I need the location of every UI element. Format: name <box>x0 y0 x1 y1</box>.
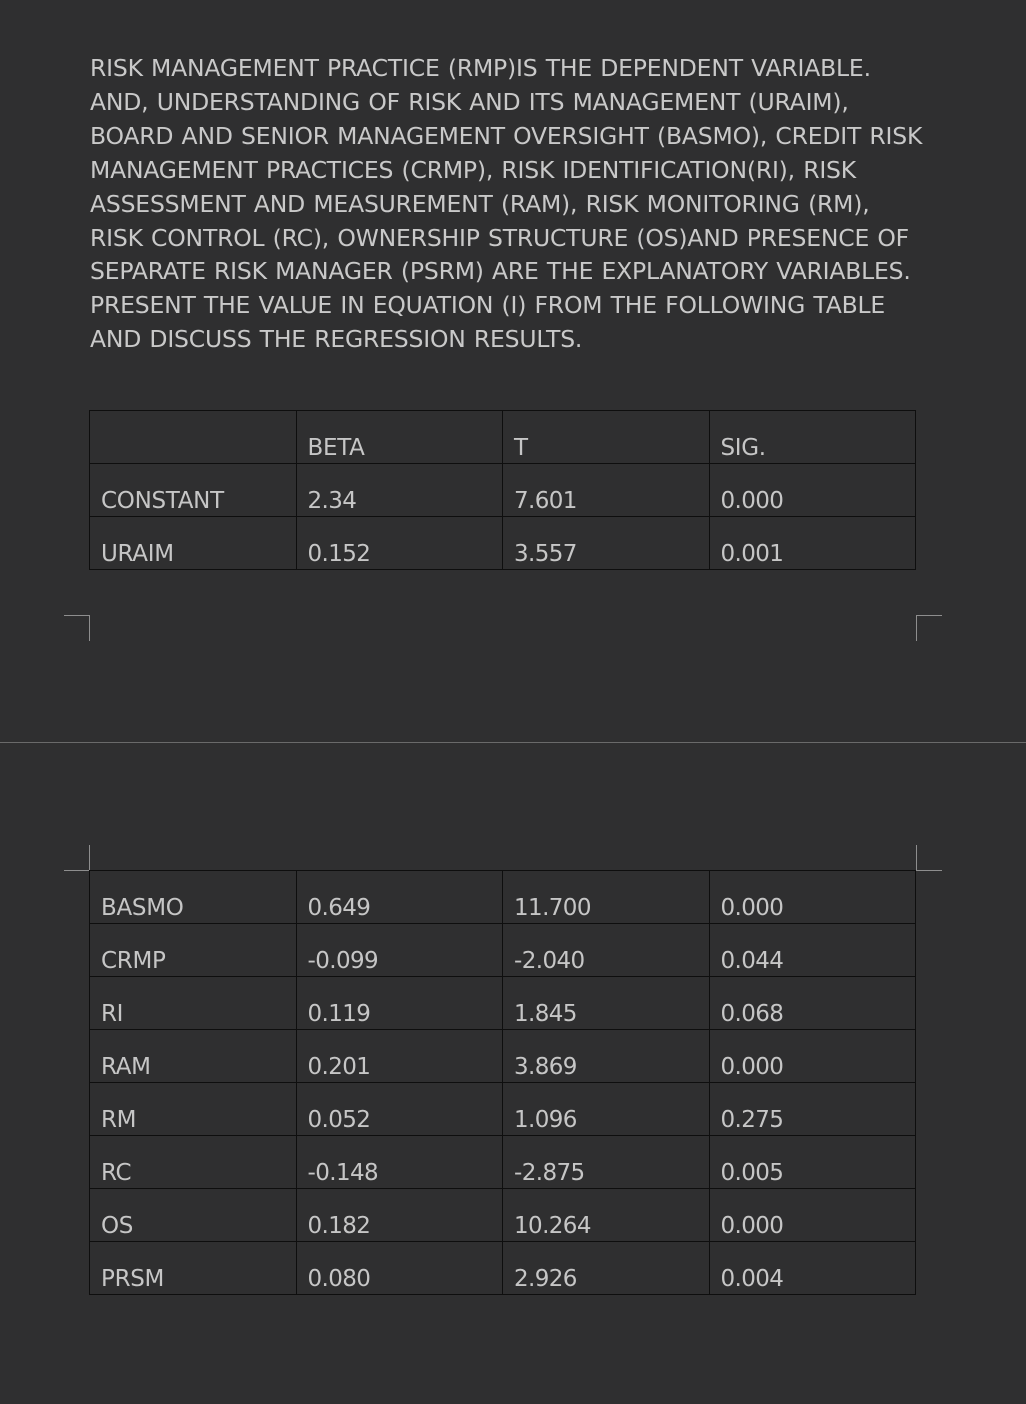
regression-table-part-1 <box>89 410 916 570</box>
t-cell: 7.601 <box>503 464 710 517</box>
t-cell: 3.557 <box>503 517 710 570</box>
table-row <box>90 464 916 517</box>
beta-cell: 0.182 <box>296 1189 503 1242</box>
variable-cell: URAIM <box>90 517 297 570</box>
beta-cell: 0.119 <box>296 977 503 1030</box>
sig-cell: 0.068 <box>709 977 916 1030</box>
table-row <box>90 871 916 924</box>
t-cell: 1.096 <box>503 1083 710 1136</box>
sig-cell: 0.000 <box>709 871 916 924</box>
header-cell-variable <box>90 411 297 464</box>
table-row <box>90 1136 916 1189</box>
sig-cell: 0.005 <box>709 1136 916 1189</box>
table-row <box>90 924 916 977</box>
beta-cell: -0.148 <box>296 1136 503 1189</box>
variable-cell: RM <box>90 1083 297 1136</box>
variable-cell: RAM <box>90 1030 297 1083</box>
table-row <box>90 1242 916 1295</box>
sig-cell: 0.000 <box>709 1189 916 1242</box>
beta-cell: -0.099 <box>296 924 503 977</box>
beta-cell: 0.152 <box>296 517 503 570</box>
t-cell: -2.040 <box>503 924 710 977</box>
beta-cell: 2.34 <box>296 464 503 517</box>
crop-mark-bottom-right <box>916 845 942 871</box>
variable-cell: CRMP <box>90 924 297 977</box>
header-cell-t: T <box>503 411 710 464</box>
regression-table-part-2 <box>89 870 916 1295</box>
sig-cell: 0.001 <box>709 517 916 570</box>
table-row <box>90 517 916 570</box>
beta-cell: 0.052 <box>296 1083 503 1136</box>
crop-mark-top-right <box>916 615 942 641</box>
sig-cell: 0.000 <box>709 1030 916 1083</box>
beta-cell: 0.201 <box>296 1030 503 1083</box>
table-row <box>90 1189 916 1242</box>
variable-cell: BASMO <box>90 871 297 924</box>
variable-cell: CONSTANT <box>90 464 297 517</box>
sig-cell: 0.275 <box>709 1083 916 1136</box>
variable-cell: PRSM <box>90 1242 297 1295</box>
page-break-divider <box>0 742 1026 743</box>
t-cell: 3.869 <box>503 1030 710 1083</box>
t-cell: 2.926 <box>503 1242 710 1295</box>
table-row <box>90 977 916 1030</box>
table-row <box>90 1030 916 1083</box>
t-cell: 11.700 <box>503 871 710 924</box>
t-cell: -2.875 <box>503 1136 710 1189</box>
beta-cell: 0.649 <box>296 871 503 924</box>
variable-cell: RI <box>90 977 297 1030</box>
question-text: RISK MANAGEMENT PRACTICE (RMP)IS THE DEPENDENT VARIABLE. AND, UNDERSTANDING OF RISK AND ITS MANAGEMENT (URAIM), BOARD AND SENIOR MANAGEMENT OVERSIGHT (BASMO), CREDIT RISK MANAGEMENT PRACTICES (CRMP), RISK IDENTIFICATION(RI), RISK ASSESSMENT AND MEASUREMENT (RAM), RISK MONITORING (RM), RISK CONTROL (RC), OWNERSHIP STRUCTURE (OS)AND PRESENCE OF SEPARATE RISK MANAGER (PSRM) ARE THE EXPLANATORY VARIABLES. PRESENT THE VALUE IN EQUATION (I) FROM THE FOLLOWING TABLE AND DISCUSS THE REGRESSION RESULTS. <box>90 54 923 354</box>
sig-cell: 0.004 <box>709 1242 916 1295</box>
header-cell-sig: SIG. <box>709 411 916 464</box>
header-cell-beta: BETA <box>296 411 503 464</box>
table-row <box>90 1083 916 1136</box>
crop-mark-bottom-left <box>64 845 90 871</box>
t-cell: 1.845 <box>503 977 710 1030</box>
sig-cell: 0.000 <box>709 464 916 517</box>
table-header-row <box>90 411 916 464</box>
crop-mark-top-left <box>64 615 90 641</box>
beta-cell: 0.080 <box>296 1242 503 1295</box>
variable-cell: RC <box>90 1136 297 1189</box>
sig-cell: 0.044 <box>709 924 916 977</box>
t-cell: 10.264 <box>503 1189 710 1242</box>
variable-cell: OS <box>90 1189 297 1242</box>
